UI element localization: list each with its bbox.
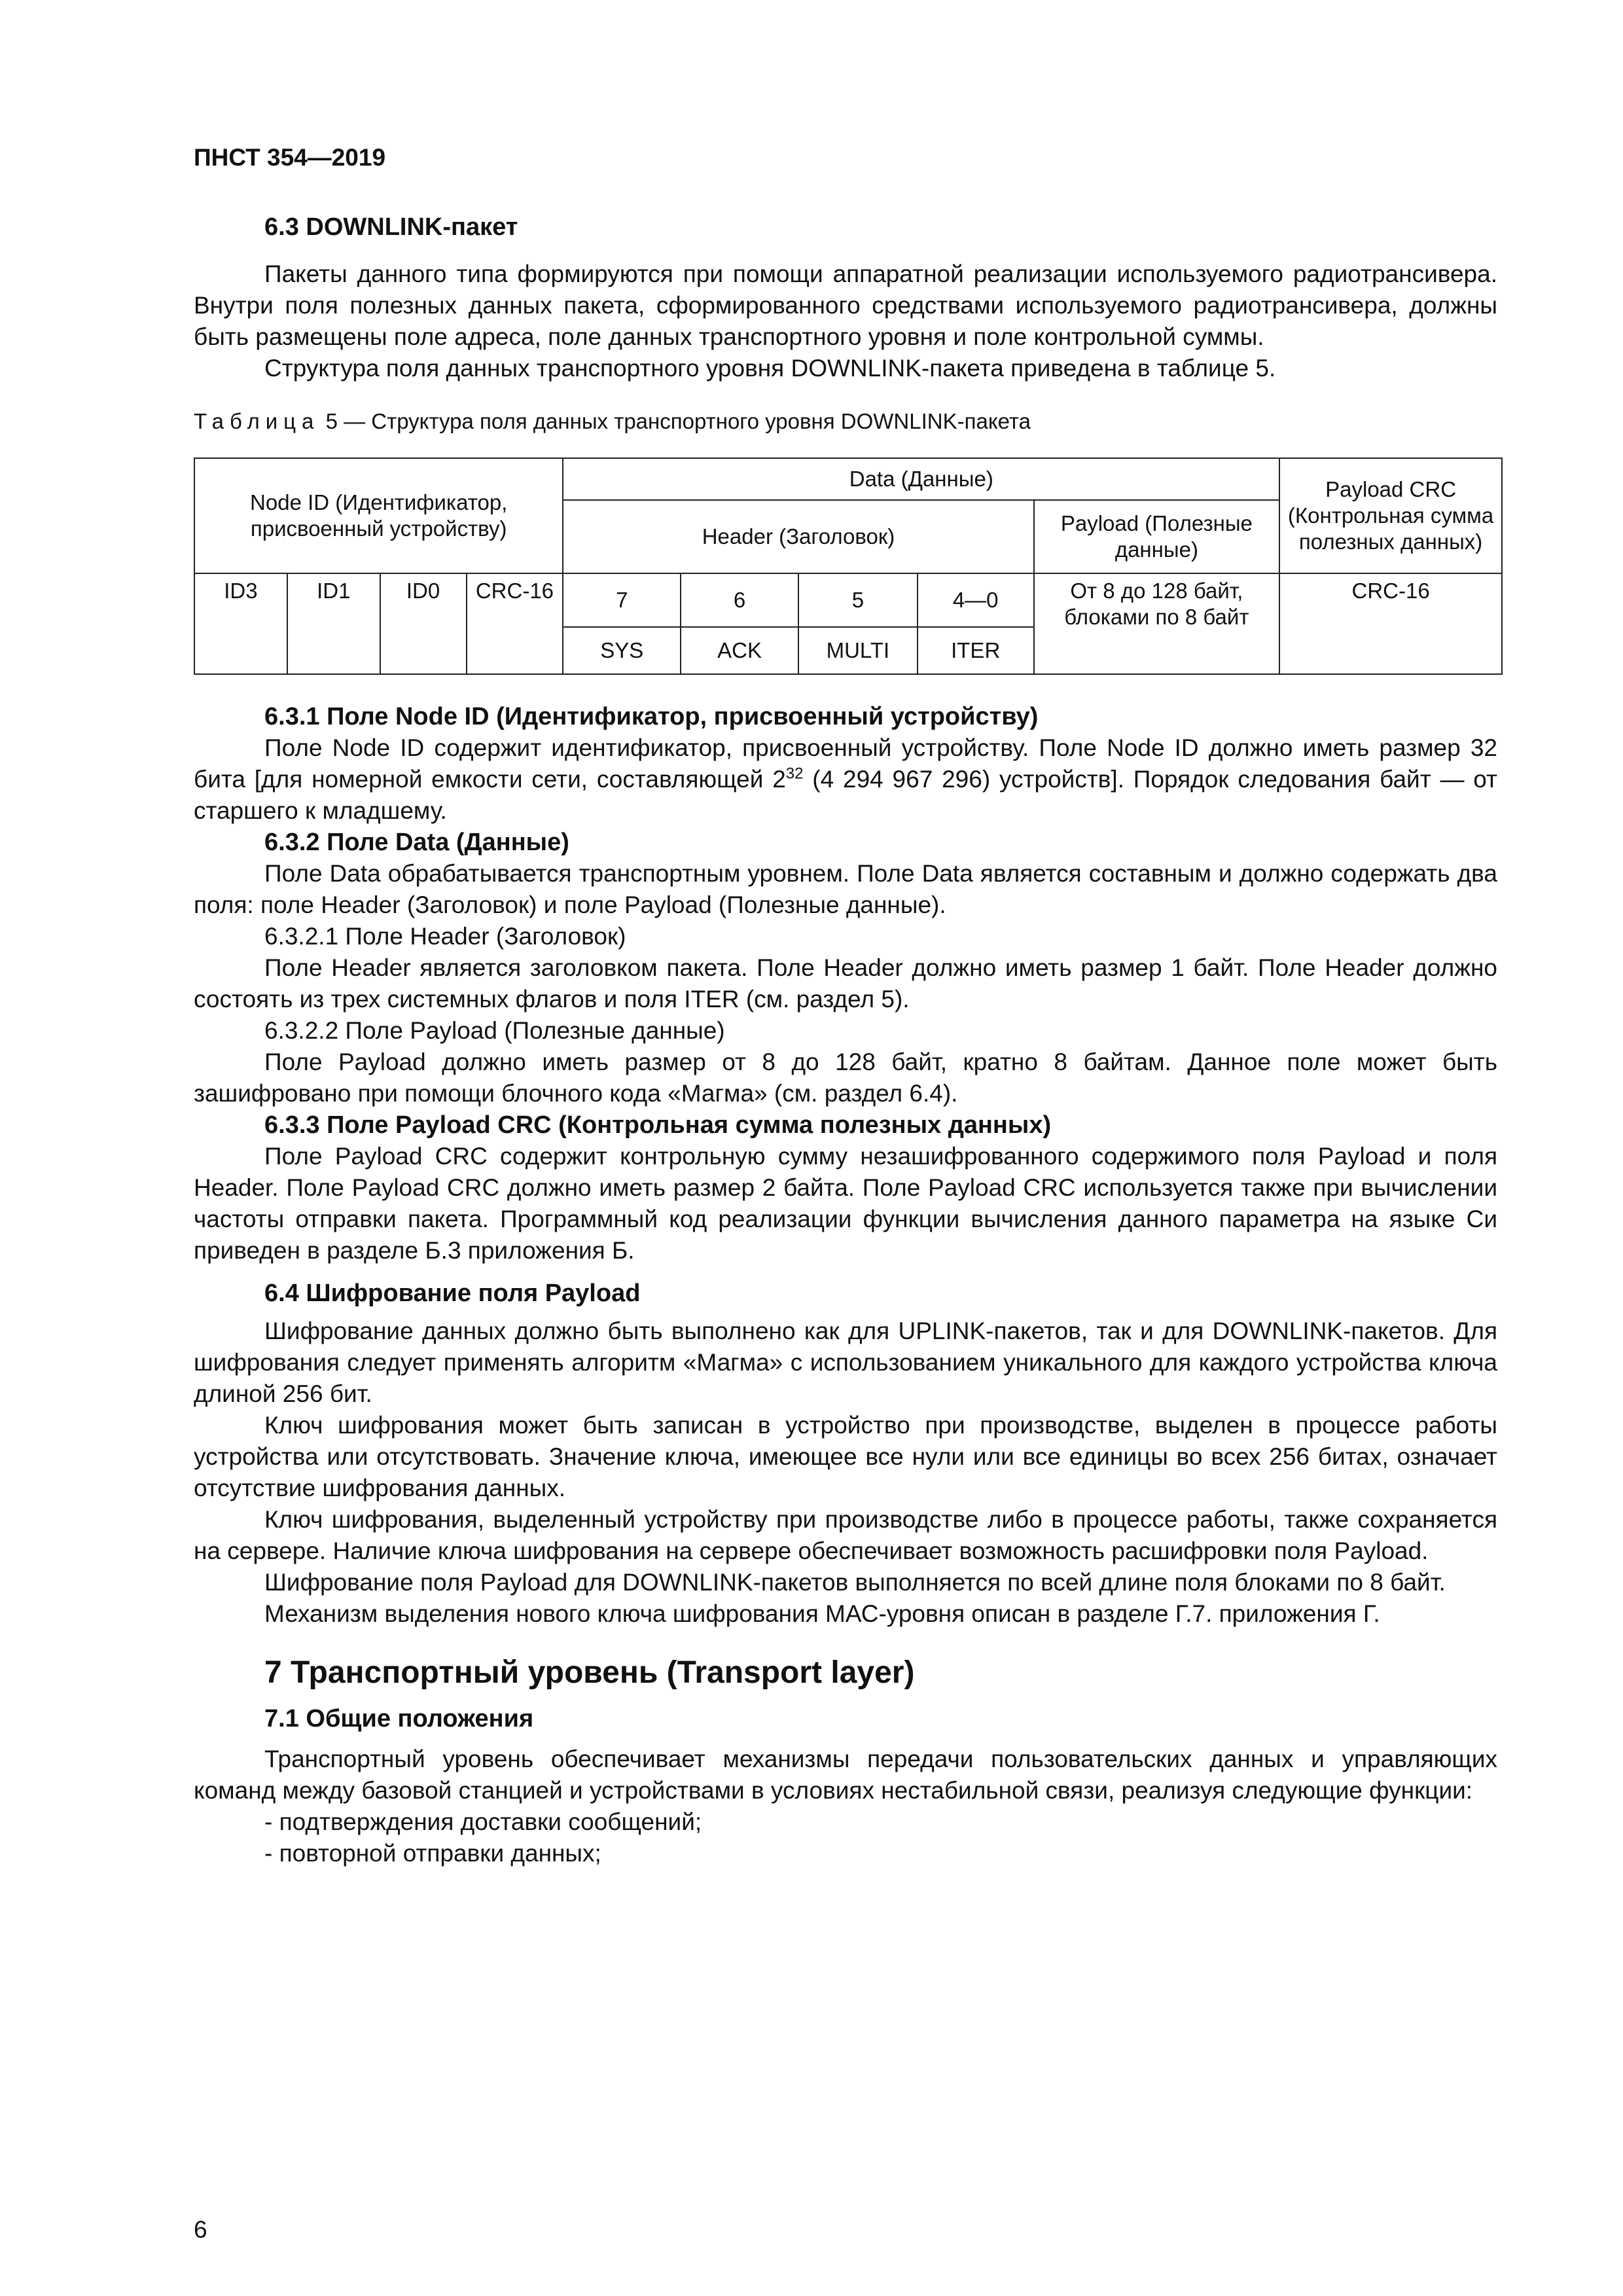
section-6-3-3-paragraph: Поле Payload CRC содержит контрольную сумму незашифрованного содержимого поля Payload и поля Header. Поле Payload CRC должно иметь размер 2 байта. Поле Payload CRC используется также при вычислении частоты отправки пакета. Программный код реализации функции вычисления данного параметра на языке Си приведен в разделе Б.3 приложения Б. [194,1143,1497,1264]
section-6-3-paragraph-2: Структура поля данных транспортного уровня DOWNLINK-пакета приведена в таблице 5. [264,355,1276,382]
header-node-id: Node ID (Идентификатор, присвоенный устройству) [194,458,563,573]
section-6-3-2-1-paragraph: Поле Header является заголовком пакета. Поле Header должно иметь размер 1 байт. Поле Header должно состоять из трех системных флагов и поля ITER (см. раздел 5). [194,954,1497,1013]
table-caption-text: 5 — Структура поля данных транспортного уровня DOWNLINK-пакета [325,409,1031,433]
list-item: - повторной отправки данных; [264,1840,601,1867]
list-item: - подтверждения доставки сообщений; [264,1808,702,1835]
cell-id0: ID0 [380,573,467,674]
section-6-3-2-1-title: 6.3.2.1 Поле Header (Заголовок) [264,923,626,950]
section-6-3-1-title: 6.3.1 Поле Node ID (Идентификатор, присвоенный устройству) [264,703,1039,730]
section-6-3-1-paragraph: Поле Node ID содержит идентификатор, присвоенный устройству. Поле Node ID должно иметь размер 32 бита [для номерной емкости сети, составляющей $2^{32}$ (4 294 967 296) устройств]. Порядок следования байт — от старшего к младшему. [194,734,1497,824]
header-header: Header (Заголовок) [563,500,1033,573]
cell-crc16: CRC-16 [1279,573,1502,674]
section-6-4-paragraph-2: Ключ шифрования может быть записан в устройство при производстве, выделен в процессе работы устройства или отсутствовать. Значение ключа, имеющее все нули или все единицы во всех 256 битах, означает отсутствие шифрования данных. [194,1412,1497,1501]
header-data: Data (Данные) [563,458,1279,500]
cell-bit-7: 7 [563,573,681,627]
header-payload: Payload (Полезные данные) [1034,500,1280,573]
cell-flag-iter: ITER [918,627,1034,674]
section-7-1-title: 7.1 Общие положения [264,1705,534,1732]
section-6-3-2-paragraph: Поле Data обрабатывается транспортным уровнем. Поле Data является составным и должно содержать два поля: поле Header (Заголовок) и поле Payload (Полезные данные). [194,860,1497,918]
page-number: 6 [194,2216,207,2243]
document-id: ПНСТ 354—2019 [194,144,386,171]
cell-flag-ack: ACK [681,627,798,674]
page-body [194,144,1497,1869]
section-7-1-paragraph: Транспортный уровень обеспечивает механизмы передачи пользовательских данных и управляющих команд между базовой станцией и устройствами в условиях нестабильной связи, реализуя следующие функции: [194,1746,1497,1804]
section-6-4-paragraph-5: Механизм выделения нового ключа шифрования МАС-уровня описан в разделе Г.7. приложения Г. [264,1600,1380,1627]
header-payload-crc: Payload CRC (Контрольная сумма полезных данных) [1279,458,1502,573]
section-6-3-2-2-paragraph: Поле Payload должно иметь размер от 8 до 128 байт, кратно 8 байтам. Данное поле может быть зашифровано при помощи блочного кода «Магма» (см. раздел 6.4). [194,1049,1497,1107]
section-6-3-title: 6.3 DOWNLINK-пакет [264,213,518,241]
cell-flag-sys: SYS [563,627,681,674]
section-6-4-paragraph-3: Ключ шифрования, выделенный устройству при производстве либо в процессе работы, также сохраняется на сервере. Наличие ключа шифрования на сервере обеспечивает возможность расшифровки поля Payload. [194,1506,1497,1564]
cell-bit-4-0: 4—0 [918,573,1034,627]
table-caption-label: Таблица [194,409,320,433]
section-6-3-2-title: 6.3.2 Поле Data (Данные) [264,829,569,856]
section-6-3-3-title: 6.3.3 Поле Payload CRC (Контрольная сумма полезных данных) [264,1111,1052,1139]
section-6-4-paragraph-4: Шифрование поля Payload для DOWNLINK-пакетов выполняется по всей длине поля блоками по 8 байт. [264,1569,1446,1596]
section-6-4-paragraph-1: Шифрование данных должно быть выполнено как для UPLINK-пакетов, так и для DOWNLINK-пакетов. Для шифрования следует применять алгоритм «Магма» с использованием уникального для каждого устройства ключа длиной 256 бит. [194,1318,1497,1407]
cell-crc16-node: CRC-16 [467,573,563,674]
cell-bit-6: 6 [681,573,798,627]
cell-flag-multi: MULTI [798,627,918,674]
cell-id3: ID3 [194,573,287,674]
section-6-3-paragraph-1: Пакеты данного типа формируются при помощи аппаратной реализации используемого радиотрансивера. Внутри поля полезных данных пакета, сформированного средствами используемого радиотрансивера, должны быть размещены поле адреса, поле данных транспортного уровня и поле контрольной суммы. [194,260,1497,350]
cell-payload-size: От 8 до 128 байт, блоками по 8 байт [1034,573,1280,674]
cell-bit-5: 5 [798,573,918,627]
chapter-7-title: 7 Транспортный уровень (Transport layer) [264,1655,915,1690]
cell-id1: ID1 [287,573,380,674]
table-5 [194,457,1503,675]
section-6-3-2-2-title: 6.3.2.2 Поле Payload (Полезные данные) [264,1017,725,1044]
table-5-caption [194,409,1497,434]
section-6-4-title: 6.4 Шифрование поля Payload [264,1280,641,1307]
